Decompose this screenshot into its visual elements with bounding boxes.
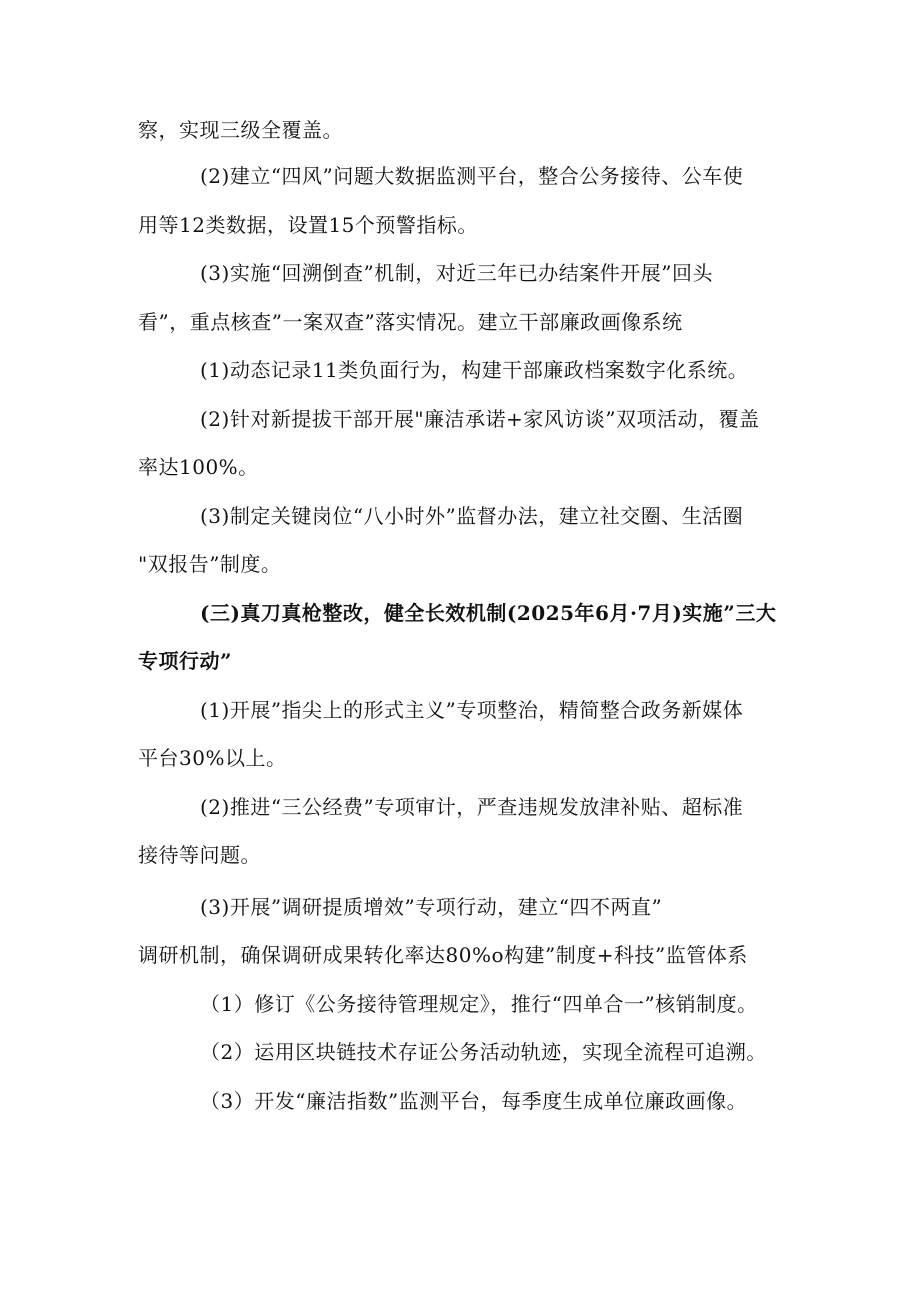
paragraph-line: (1)开展”指尖上的形式主义”专项整治，精简整合政务新媒体 xyxy=(200,698,744,722)
paragraph-line: 率达100%。 xyxy=(138,455,259,479)
paragraph-line: 看”，重点核查”一案双查”落实情况。建立干部廉政画像系统 xyxy=(138,310,683,334)
paragraph-line: (2)推进“三公经费”专项审计，严查违规发放津补贴、超标准 xyxy=(200,795,744,819)
paragraph-line: (2)建立“四风”问题大数据监测平台，整合公务接待、公车使 xyxy=(200,164,744,188)
paragraph-line: 平台30%以上。 xyxy=(138,746,287,770)
paragraph-line: (3)制定关键岗位“八小时外”监督办法，建立社交圈、生活圈 xyxy=(200,504,744,528)
paragraph-line: （1）修订《公务接待管理规定》，推行“四单合一”核销制度。 xyxy=(200,992,758,1016)
paragraph-line: （2）运用区块链技术存证公务活动轨迹，实现全流程可追溯。 xyxy=(200,1040,767,1064)
paragraph-line: 用等12类数据，设置15个预警指标。 xyxy=(138,213,478,237)
paragraph-line: (3)实施“回溯倒查”机制，对近三年已办结案件开展”回头 xyxy=(200,261,714,285)
paragraph-line: 调研机制，确保调研成果转化率达80%o构建”制度+科技”监管体系 xyxy=(138,943,748,967)
paragraph-line: (3)开展”调研提质增效”专项行动，建立“四不两直” xyxy=(200,895,663,919)
paragraph-line: 察，实现三级全覆盖。 xyxy=(138,118,343,142)
paragraph-line: （3）开发“廉洁指数”监测平台，每季度生成单位廉政画像。 xyxy=(200,1089,748,1113)
paragraph-line: "双报告”制度。 xyxy=(138,552,282,576)
section-heading: (三)真刀真枪整改，健全长效机制(2025年6月·7月)实施”三大 xyxy=(200,601,777,625)
paragraph-line: 接待等问题。 xyxy=(138,843,261,867)
paragraph-line: (2)针对新提拔干部开展"廉洁承诺+家风访谈”双项活动，覆盖 xyxy=(200,407,760,431)
section-heading: 专项行动” xyxy=(138,649,233,673)
paragraph-line: (1)动态记录11类负面行为，构建干部廉政档案数字化系统。 xyxy=(200,358,749,382)
